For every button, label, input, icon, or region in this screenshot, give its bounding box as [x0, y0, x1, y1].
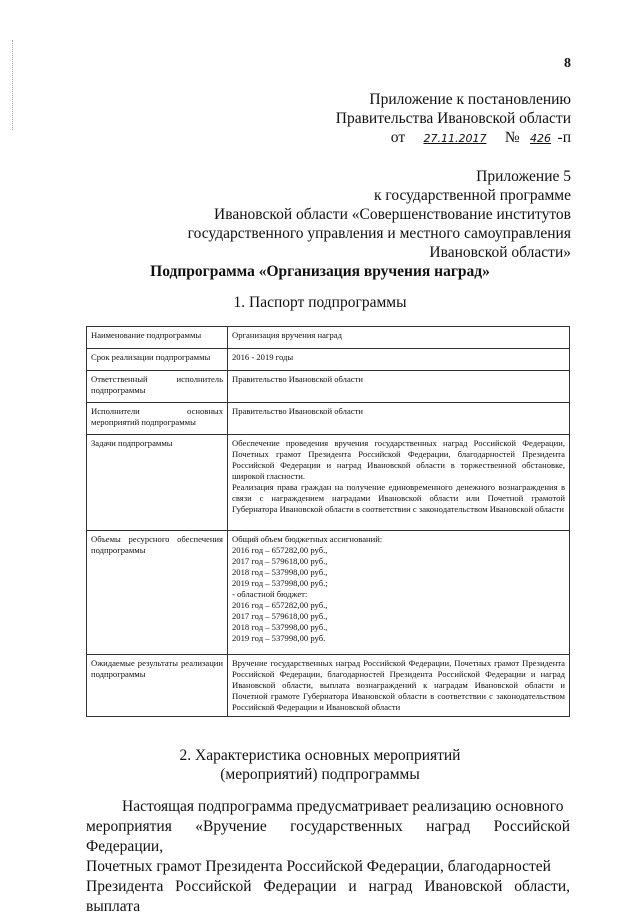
paragraph-line: мероприятия «Вручение государственных наград Российской Федерации,: [86, 818, 570, 855]
table-row: [87, 531, 570, 655]
funding-line: 2016 год – 657282,00 руб.,: [232, 545, 328, 555]
table-row: [87, 655, 570, 717]
passport-heading: 1. Паспорт подпрограммы: [233, 294, 407, 311]
appendix-line-1: Приложение 5: [476, 168, 571, 185]
passport-table: [86, 326, 570, 717]
funding-line: 2016 год – 657282,00 руб.,: [232, 600, 328, 610]
section-2-line-2: (мероприятий) подпрограммы: [220, 766, 420, 783]
row-label: Исполнители основных мероприятий подпрограммы: [87, 403, 228, 435]
table-row: [87, 371, 570, 403]
row-value: [228, 531, 570, 655]
row-value: 2016 - 2019 годы: [228, 349, 570, 371]
subprogram-title: Подпрограмма «Организация вручения наград»: [150, 263, 490, 280]
row-label: Объемы ресурсного обеспечения подпрограммы: [87, 531, 228, 655]
handwritten-number: 426: [530, 132, 552, 145]
paragraph-line: Почетных грамот Президента Российской Федерации, благодарностей: [86, 858, 551, 875]
appendix-line-5: Ивановской области»: [429, 244, 571, 261]
number-label: №: [504, 129, 520, 146]
section-2-heading: [0, 746, 640, 784]
row-label: Задачи подпрограммы: [87, 435, 228, 531]
row-value: Правительство Ивановской области: [228, 403, 570, 435]
funding-line: 2019 год – 537998,00 руб.;: [232, 578, 328, 588]
number-suffix: -п: [557, 129, 571, 146]
table-row: [87, 435, 570, 531]
funding-line: Общий объем бюджетных ассигнований:: [232, 534, 383, 544]
funding-line: 2017 год – 579618,00 руб.,: [232, 556, 328, 566]
margin-scan-dots: [12, 40, 14, 130]
page-number: 8: [564, 56, 571, 71]
task-1: Обеспечение проведения вручения государственных наград Российской Федерации, Почетных грамот Президента Российской Федерации, благодарностей Президента Российской Федерации и наград Ивановской области в торжественной обстановке, широкой гласности.: [232, 438, 565, 481]
paragraph-line: Президента Российской Федерации и наград Ивановской области, выплата: [86, 878, 570, 915]
paragraph-line: Настоящая подпрограмма предусматривает реализацию основного: [122, 798, 564, 815]
table-row: [87, 349, 570, 371]
row-value: [228, 435, 570, 531]
row-value: Правительство Ивановской области: [228, 371, 570, 403]
funding-line: 2018 год – 537998,00 руб.,: [232, 622, 328, 632]
appendix-line-2: к государственной программе: [373, 187, 571, 204]
funding-line: 2018 год – 537998,00 руб.,: [232, 567, 328, 577]
handwritten-date: 27.11.2017: [423, 132, 487, 145]
row-label: Ответственный исполнитель подпрограммы: [87, 371, 228, 403]
row-label: Наименование подпрограммы: [87, 327, 228, 349]
section-2-line-1: 2. Характеристика основных мероприятий: [179, 747, 461, 764]
table-row: [87, 403, 570, 435]
body-paragraph: [86, 797, 570, 917]
header-line-2: Правительства Ивановской области: [335, 110, 571, 127]
row-label: Срок реализации подпрограммы: [87, 349, 228, 371]
funding-line: 2019 год – 537998,00 руб.: [232, 633, 326, 643]
row-label: Ожидаемые результаты реализации подпрограммы: [87, 655, 228, 717]
header-date-line: [391, 128, 571, 148]
from-label: от: [390, 129, 406, 146]
appendix-line-3: Ивановской области «Совершенствование институтов: [214, 206, 571, 223]
funding-line: 2017 год – 579618,00 руб.,: [232, 611, 328, 621]
task-2: Реализация права граждан на получение единовременного денежного вознаграждения в связи с награждением наградами Ивановской области или Почетной грамотой Губернатора Ивановской области в соответствии с законодательством Ивановской области: [232, 482, 565, 514]
row-value: Организация вручения наград: [228, 327, 570, 349]
table-row: [87, 327, 570, 349]
row-value: Вручение государственных наград Российской Федерации, Почетных грамот Президента Российской Федерации, благодарностей Президента Российской Федерации и наград Ивановской области, выплата вознаграждений к наградам Ивановской области и Почетной грамоте Губернатора Ивановской области в соответствии с законодательством Российской Федерации и Ивановской области: [228, 655, 570, 717]
header-line-1: Приложение к постановлению: [369, 91, 571, 108]
funding-line: - областной бюджет:: [232, 589, 308, 599]
appendix-line-4: государственного управления и местного самоуправления: [187, 225, 571, 242]
